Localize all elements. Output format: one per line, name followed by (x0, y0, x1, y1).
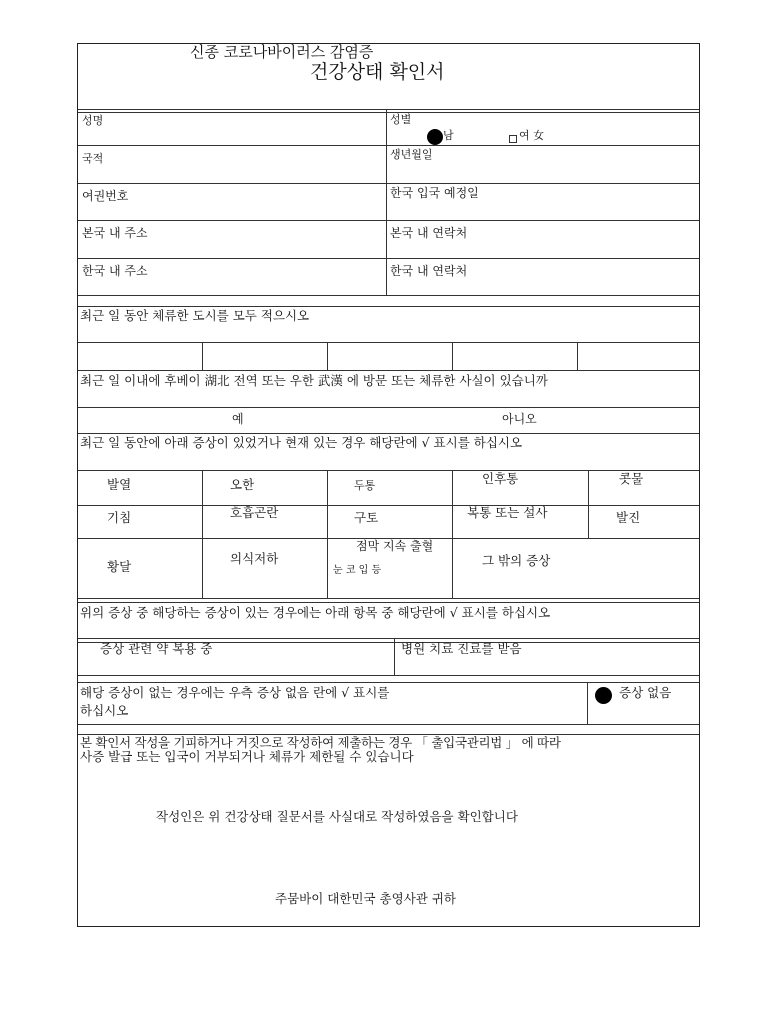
form-title-line2: 건강상태 확인서 (310, 61, 445, 83)
name-label: 성명 (82, 114, 104, 127)
no-symptom-checked-marker[interactable] (595, 687, 612, 704)
warning-line2: 사증 발급 또는 입국이 거부되거나 체류가 제한될 수 있습니다 (80, 749, 414, 764)
confirmation-statement: 작성인은 위 건강상태 질문서를 사실대로 작성하였음을 확인합니다 (156, 809, 518, 824)
symptom-bleeding-line2: 눈 코 입 등 (333, 565, 382, 576)
no-symptom-option: 증상 없음 (619, 685, 672, 700)
symptom-bleeding-line1[interactable]: 점막 지속 출혈 (356, 539, 434, 553)
symptom-abdominal[interactable]: 복통 또는 설사 (467, 505, 548, 520)
no-symptom-instruction-line1: 해당 증상이 없는 경우에는 우측 증상 없음 란에 √ 표시를 (80, 685, 390, 700)
symptom-jaundice[interactable]: 황달 (107, 559, 132, 574)
symptom-sore-throat[interactable]: 인후통 (482, 471, 519, 486)
followup-question: 위의 증상 중 해당하는 증상이 있는 경우에는 아래 항목 중 해당란에 √ 표시를 하십시오 (80, 605, 551, 620)
home-contact-label: 본국 내 연락처 (390, 226, 468, 240)
female-option-label: 여 女 (519, 129, 545, 142)
male-checked-marker[interactable] (427, 129, 443, 145)
korea-contact-label: 한국 내 연락처 (390, 264, 468, 278)
home-address-label: 본국 내 주소 (82, 226, 148, 240)
nationality-label: 국적 (82, 152, 104, 165)
symptom-chills[interactable]: 오한 (230, 477, 255, 492)
addressee: 주뭄바이 대한민국 총영사관 귀하 (275, 891, 456, 906)
symptom-other[interactable]: 그 밖의 증상 (482, 553, 551, 568)
male-option-label: 남 (443, 129, 454, 142)
hospital-option[interactable]: 병원 치료 진료를 받음 (401, 641, 522, 656)
form-title-line1: 신종 코로나바이러스 감염증 (190, 43, 374, 61)
yes-option[interactable]: 예 (232, 412, 244, 426)
female-checkbox[interactable] (509, 135, 517, 143)
cities-question: 최근 일 동안 체류한 도시를 모두 적으시오 (80, 308, 310, 323)
symptom-fever[interactable]: 발열 (107, 477, 132, 492)
symptom-cough[interactable]: 기침 (107, 510, 132, 525)
entry-date-label: 한국 입국 예정일 (390, 186, 479, 200)
no-option[interactable]: 아니오 (502, 412, 537, 426)
sex-label: 성별 (390, 113, 412, 126)
korea-address-label: 한국 내 주소 (82, 264, 148, 278)
birthdate-label: 생년월일 (390, 148, 433, 161)
symptom-headache[interactable]: 두통 (354, 479, 376, 492)
health-declaration-form (77, 43, 700, 927)
warning-line1: 본 확인서 작성을 기피하거나 거짓으로 작성하여 제출하는 경우 「 출입국관리법 」 에 따라 (80, 735, 561, 750)
symptom-dyspnea[interactable]: 호흡곤란 (230, 505, 279, 520)
symptom-rash[interactable]: 발진 (616, 510, 641, 525)
symptom-runny-nose[interactable]: 콧물 (619, 471, 644, 486)
hubei-question: 최근 일 이내에 후베이 湖北 전역 또는 우한 武漢 에 방문 또는 체류한 사실이 있습니까 (80, 373, 548, 388)
passport-label: 여권번호 (82, 189, 129, 203)
medication-option[interactable]: 증상 관련 약 복용 중 (100, 641, 213, 656)
symptom-consciousness[interactable]: 의식저하 (230, 551, 279, 566)
no-symptom-instruction-line2: 하십시오 (80, 703, 129, 718)
symptom-vomiting[interactable]: 구토 (354, 510, 379, 525)
symptoms-question: 최근 일 동안에 아래 증상이 있었거나 현재 있는 경우 해당란에 √ 표시를 하십시오 (80, 435, 523, 450)
